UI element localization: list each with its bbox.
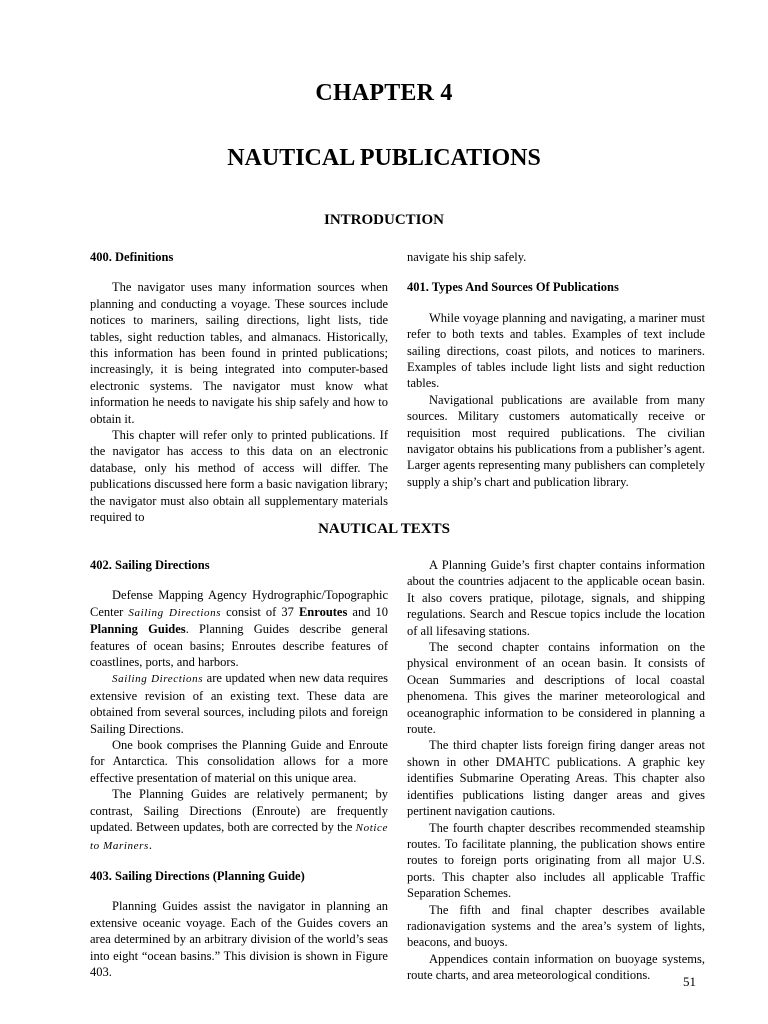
page-number: 51 — [683, 974, 696, 989]
heading-403: 403. Sailing Directions (Planning Guide) — [90, 868, 305, 883]
chapter-title: CHAPTER 4 — [315, 80, 453, 106]
chapter-subtitle: NAUTICAL PUBLICATIONS — [227, 145, 541, 171]
paragraph-401-2: Navigational publications are available from many sources. Military customers automatically receive or requisition most required publications. The civilian navigator obtains his publications from a publisher’s agent. Larger agents representing many publishers can completely supply a ship’s chart and publication library. — [407, 392, 705, 489]
paragraph-402-4: The Planning Guides are relatively permanent; by contrast, Sailing Directions (Enroute) are frequently updated. Between updates, both are corrected by the Notice to Mariners. — [90, 787, 388, 852]
paragraph-appendices: Appendices contain information on buoyage systems, route charts, and area meteorological conditions. — [407, 951, 705, 983]
paragraph-chapter-five: The fifth and final chapter describes available radionavigation systems and the area’s system of lights, beacons, and buoys. — [407, 902, 705, 950]
paragraph-403-1: Planning Guides assist the navigator in planning an extensive oceanic voyage. Each of the Guides covers an area determined by an arbitrary division of the world’s seas into eight “ocean basins.” This division is shown in Figure 403. — [90, 899, 388, 979]
heading-400: 400. Definitions — [90, 250, 174, 264]
heading-401: 401. Types And Sources Of Publications — [407, 280, 619, 295]
section-heading-nautical-texts: NAUTICAL TEXTS — [318, 521, 450, 537]
paragraph-400-1: The navigator uses many information sources when planning and conducting a voyage. These sources include notices to mariners, sailing directions, light lists, tide tables, sight reduction tables, and almanacs. Historically, this information has been found in printed publications; increasingly, it is being integrated into computer-based electronic systems. The navigator must know what information he needs to navigate his ship safely and how to obtain it. — [90, 280, 388, 426]
paragraph-402-2: Sailing Directions are updated when new data requires extensive revision of an existing text. These data are obtained from several sources, including pilots and foreign Sailing Directions. — [90, 671, 389, 736]
texts-left-column — [90, 557, 388, 980]
intro-right-column — [407, 249, 705, 490]
section-heading-introduction: INTRODUCTION — [323, 212, 444, 228]
paragraph-chapter-three: The third chapter lists foreign firing danger areas not shown in other DMAHTC publications. A graphic key identifies Submarine Operating Areas. This chapter also identifies publications listing danger areas and gives pertinent navigation cautions. — [407, 738, 705, 819]
intro-left-column — [90, 249, 388, 526]
paragraph-chapter-two: The second chapter contains information on the physical environment of an ocean basin. It consists of Ocean Summaries and descriptions of local coastal phenomena. This gives the mariner meteorological and oceanographic information to be considered in planning a route. — [407, 640, 705, 737]
paragraph-400-2-continued: navigate his ship safely. — [407, 250, 527, 264]
paragraph-400-2: This chapter will refer only to printed publications. If the navigator has access to this data on an electronic database, only his method of access will differ. The publications discussed here form a basic navigation library; the navigator must also obtain all supplementary materials required to — [90, 428, 388, 525]
texts-right-column — [407, 557, 705, 984]
heading-402: 402. Sailing Directions — [90, 558, 210, 572]
paragraph-401-1: While voyage planning and navigating, a mariner must refer to both texts and tables. Examples of text include sailing directions, coast pilots, and notices to mariners. Examples of tables include light lists and sight reduction tables. — [407, 310, 705, 391]
paragraph-chapter-four: The fourth chapter describes recommended steamship routes. To facilitate planning, the publication shows entire routes to foreign ports originating from all major U.S. ports. This chapter also includes all applicable Traffic Separation Schemes. — [407, 820, 705, 901]
paragraph-402-1: Defense Mapping Agency Hydrographic/Topographic Center Sailing Directions consist of 37 Enroutes and 10 Planning Guides. Planning Guides describe general features of ocean basins; Enroutes describe features of coastlines, ports, and harbors. — [90, 588, 389, 670]
paragraph-chapter-one: A Planning Guide’s first chapter contains information about the countries adjacent to the applicable ocean basin. It also covers pratique, pilotage, signals, and shipping regulations. Search and Rescue topics include the location of all lifesaving stations. — [407, 558, 705, 638]
paragraph-402-3: One book comprises the Planning Guide and Enroute for Antarctica. This consolidation allows for a more effective presentation of material on this unique area. — [90, 738, 388, 785]
